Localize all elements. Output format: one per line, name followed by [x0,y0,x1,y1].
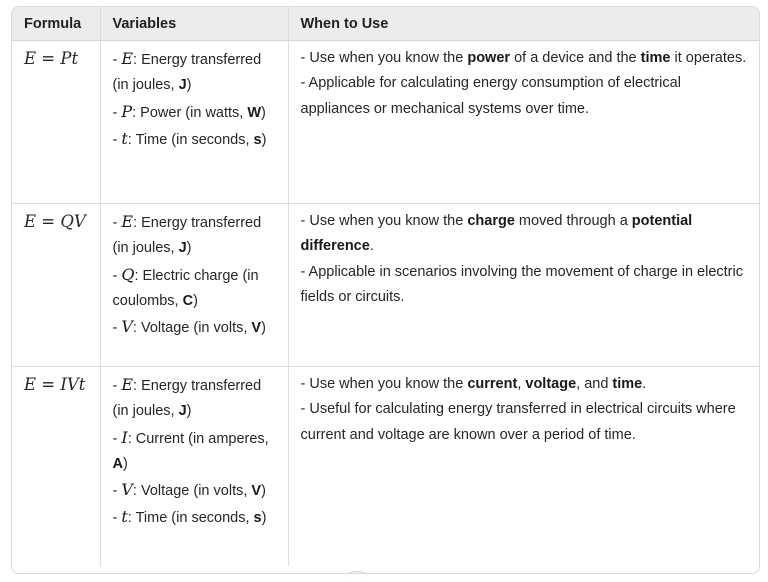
variable-item: - P: Power (in watts, W) [112,101,266,121]
usage-cell [288,41,759,204]
variables-cell [100,204,288,367]
variable-item: - E: Energy transferred (in joules, J) [112,212,262,257]
usage-cell [288,204,759,367]
formula-table [11,6,760,574]
header-row [12,7,759,41]
usage-line: - Useful for calculating energy transferred in electrical circuits where current and voltage are known over a period of time. [300,401,736,443]
variable-item: - E: Energy transferred (in joules, J) [112,49,262,94]
formula-table-grid [12,7,759,566]
variable-item: - E: Energy transferred (in joules, J) [112,375,262,420]
usage-line: - Use when you know the charge moved through a potential difference. [300,213,693,255]
table-row [12,41,759,204]
variables-cell [100,367,288,567]
usage-line: - Use when you know the current, voltage, and time. [300,376,647,392]
header-variables: Variables [100,7,288,41]
variable-item: - Q: Electric charge (in coulombs, C) [112,264,259,309]
header-formula: Formula [12,7,100,41]
scroll-indicator [346,571,368,582]
variable-item: - t: Time (in seconds, s) [112,507,267,527]
formula-cell: E = IVt [12,367,100,567]
variable-item: - V: Voltage (in volts, V) [112,317,266,337]
formula-cell: E = QV [12,204,100,367]
variable-item: - V: Voltage (in volts, V) [112,480,266,500]
table-row [12,367,759,567]
usage-line: - Use when you know the power of a device and the time it operates. [300,50,747,66]
usage-line: - Applicable for calculating energy consumption of electrical appliances or mechanical systems over time. [300,75,681,117]
table-row [12,204,759,367]
formula-cell: E = Pt [12,41,100,204]
variables-cell [100,41,288,204]
variable-item: - I: Current (in amperes, A) [112,427,269,472]
usage-cell [288,367,759,567]
usage-line: - Applicable in scenarios involving the movement of charge in electric fields or circuits. [300,263,743,305]
header-when-to-use: When to Use [288,7,759,41]
variable-item: - t: Time (in seconds, s) [112,128,267,148]
